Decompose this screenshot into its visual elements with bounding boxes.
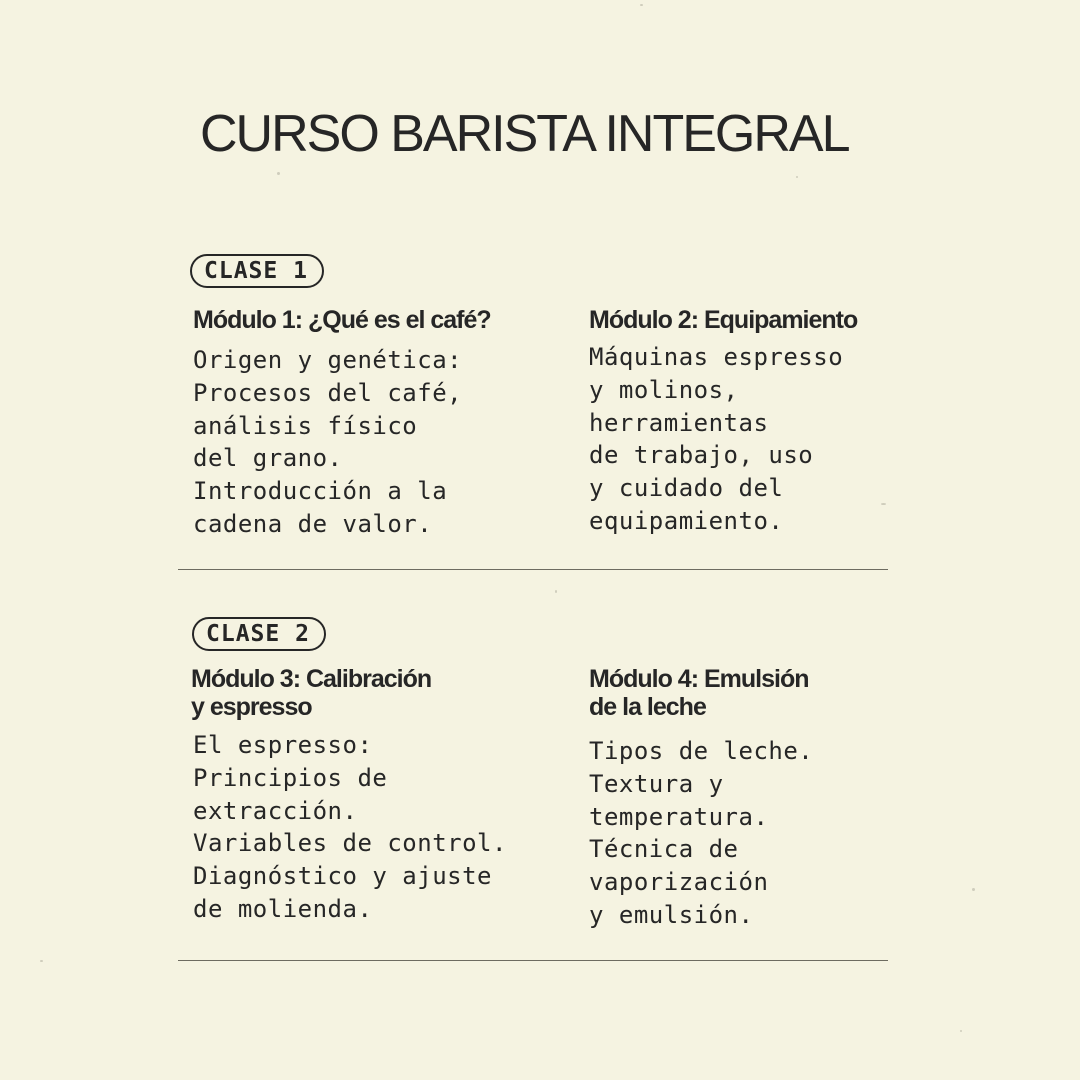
module-4-body-line: temperatura.	[589, 802, 769, 831]
module-2-body-line: herramientas	[589, 408, 769, 437]
module-4-body-line: Tipos de leche.	[589, 737, 814, 765]
module-4-title-line: Módulo 4: Emulsión	[589, 665, 809, 693]
module-3-body-line: Variables de control.	[193, 829, 507, 858]
paper-speck	[555, 590, 557, 593]
module-2-body-line: y cuidado del	[589, 474, 784, 503]
module-2-title-line: Módulo 2: Equipamiento	[589, 306, 858, 334]
module-2-body	[589, 341, 843, 538]
module-3-body	[193, 729, 507, 926]
paper-speck	[40, 960, 43, 962]
paper-speck	[277, 172, 280, 175]
paper-speck	[796, 176, 798, 178]
class-1-badge: CLASE 1	[190, 254, 324, 288]
module-4-body-line: Textura y	[589, 769, 724, 798]
module-3-title-line: Módulo 3: Calibración	[191, 665, 432, 693]
module-2-body-line: de trabajo, uso	[589, 441, 814, 470]
module-3-body-line: extracción.	[193, 796, 358, 825]
module-4-body-line: Técnica de	[589, 835, 739, 864]
module-3-body-line: de molienda.	[193, 894, 373, 923]
module-1-body-line: del grano.	[193, 444, 343, 473]
paper-speck	[881, 503, 886, 505]
module-3-body-line: Principios de	[193, 763, 388, 792]
divider	[178, 960, 888, 961]
module-3-title	[191, 665, 431, 721]
module-2-body-line: y molinos,	[589, 375, 739, 404]
paper-speck	[640, 4, 643, 6]
module-1-body-line: Origen y genética:	[193, 346, 463, 374]
module-1-body-line: cadena de valor.	[193, 509, 433, 538]
module-1-title-line: Módulo 1: ¿Qué es el café?	[193, 306, 491, 334]
paper-speck	[960, 1030, 962, 1032]
module-2-body-line: Máquinas espresso	[589, 343, 844, 371]
class-2-badge: CLASE 2	[192, 617, 326, 651]
module-1-title	[193, 306, 491, 334]
module-2-body-line: equipamiento.	[589, 506, 784, 535]
module-4-title-line: de la leche	[589, 693, 706, 721]
module-1-body-line: Procesos del café,	[193, 378, 463, 407]
module-3-body-line: El espresso:	[193, 731, 373, 759]
module-1-body	[193, 344, 462, 541]
module-1-body-line: Introducción a la	[193, 477, 448, 506]
module-3-title-line: y espresso	[191, 693, 312, 721]
module-1-body-line: análisis físico	[193, 411, 418, 440]
divider	[178, 569, 888, 570]
page-title: CURSO BARISTA INTEGRAL	[200, 105, 849, 163]
module-4-body-line: vaporización	[589, 868, 769, 897]
module-4-body-line: y emulsión.	[589, 900, 754, 929]
paper-speck	[972, 888, 975, 891]
module-4-body	[589, 735, 813, 932]
module-2-title	[589, 306, 857, 334]
module-3-body-line: Diagnóstico y ajuste	[193, 862, 492, 891]
module-4-title	[589, 665, 809, 721]
